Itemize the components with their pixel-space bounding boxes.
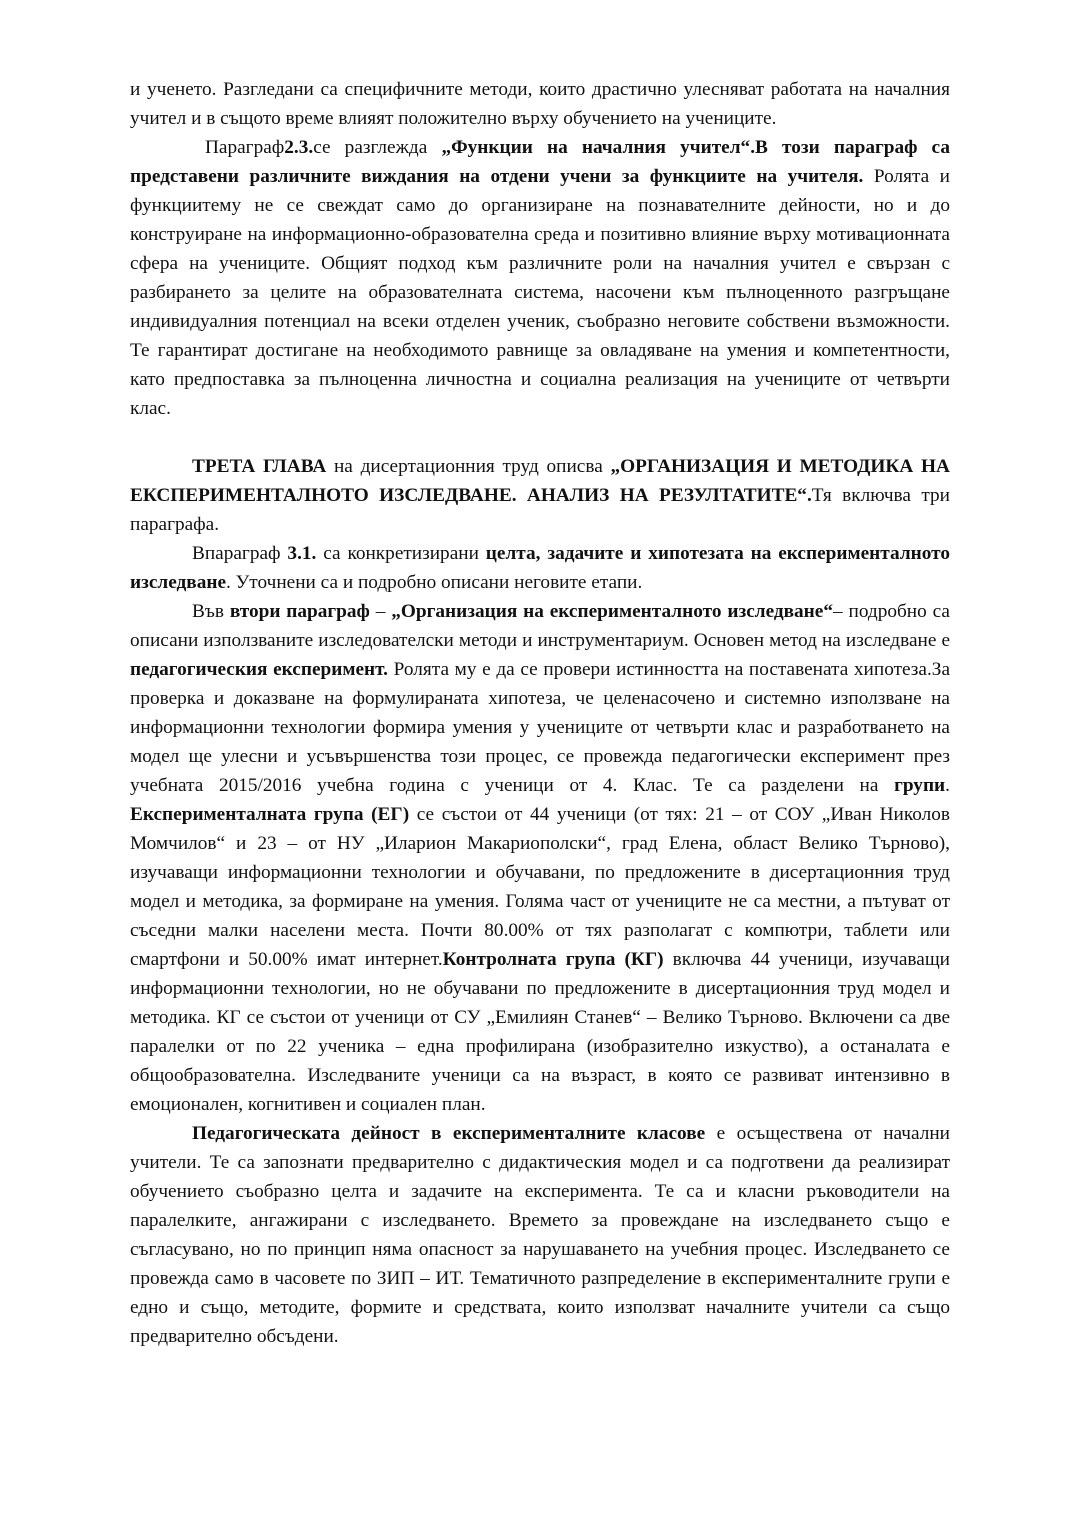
emphasis-text: втори параграф <box>229 601 370 622</box>
text-run: включва 44 ученици, изучаващи информационни технологии, но не обучавани по предложените в дисертационния труд модел и методика. КГ се състои от ученици от СУ „Емилиян Станев“ – Велико Търново. Включени са две паралелки от по 22 ученика – една профилирана (изобразително изкуство), а останалата е общообразователна. Изследваните ученици са на възраст, в която се развиват интензивно в емоционален, когнитивен и социален план. <box>130 949 951 1115</box>
paragraph-text: и ученето. Разгледани са специфичните методи, които драстично улесняват работата на началния учител и в същото време влияят положително върху обучението на учениците. <box>130 79 950 129</box>
text-run: – подробно са описани използваните изследователски методи и инструментариум. Основен метод на изследване е <box>130 601 950 651</box>
text-run: Във <box>192 601 230 622</box>
paragraph-spacer <box>130 423 950 452</box>
text-run: са конкретизирани <box>316 543 486 564</box>
section-title: „Организация на експерименталното изследване“ <box>391 601 833 622</box>
text-run: Тя включва три параграфа. <box>130 485 950 535</box>
text-run: е осъществена от начални учители. Те са запознати предварително с дидактическия модел и са подготвени да реализират обучението съобразно целта и задачите на експеримента. Те са и класни ръководители на паралелките, ангажирани с изследването. Времето за провеждане на изследването също е съгласувано, но по принцип няма опасност за нарушаването на учебния процес. Изследването се провежда само в часовете по ЗИП – ИТ. Тематичното разпределение в експерименталните групи е едно и също, методите, формите и средствата, които използват началните учители са също предварително обсъдени. <box>130 1123 950 1347</box>
chapter-label: ТРЕТА ГЛАВА <box>192 456 327 477</box>
text-run: Впараграф <box>192 543 288 564</box>
chapter-title: „ОРГАНИЗАЦИЯ И МЕТОДИКА НА ЕКСПЕРИМЕНТАЛНОТО ИЗСЛЕДВАНЕ. АНАЛИЗ НА РЕЗУЛТАТИТЕ“. <box>130 456 950 506</box>
section-number: 3.1. <box>287 543 317 564</box>
paragraph-teacher-functions <box>130 133 950 423</box>
text-run: . Уточнени са и подробно описани неговите етапи. <box>226 572 643 593</box>
paragraph-experiment-organization <box>130 597 950 1119</box>
section-title: „Функции на началния учител“.В този параграф са представени различните виждания на отдени учени за функциите на учителя. <box>130 137 950 187</box>
text-run: . <box>945 775 950 796</box>
text-run: Ролята и функциитему не се свеждат само до организиране на познавателните дейности, но и до конструиране на информационно-образователна среда и позитивно влияние върху мотивационната сфера на учениците. Общият подход към различните роли на началния учител е свързан с разбирането за целите на образователната система, насочени към пълноценното разгръщане индивидуалния потенциал на всеки отделен ученик, съобразно неговите собствени възможности. Те гарантират достигане на необходимото равнище за овладяване на умения и компетентности, като предпоставка за пълноценна личностна и социална реализация на учениците от четвърти клас. <box>130 166 950 419</box>
paragraph-learning-methods <box>130 75 950 133</box>
text-run: на дисертационния труд описва <box>326 456 611 477</box>
text-run: – <box>369 601 392 622</box>
paragraph-section-3-1 <box>130 539 950 597</box>
section-number: 2.3. <box>284 137 314 158</box>
paragraph-chapter-three <box>130 452 950 539</box>
emphasis-text: целта, задачите и хипотезата на експерименталното изследване <box>130 543 950 593</box>
emphasis-text: педагогическия експеримент. <box>130 659 389 680</box>
text-run: се разглежда <box>313 137 442 158</box>
emphasis-text: Контролната група (КГ) <box>442 949 664 970</box>
emphasis-text: групи <box>894 775 946 796</box>
emphasis-text: Педагогическата дейност в експерименталните класове <box>192 1123 706 1144</box>
paragraph-pedagogical-activity <box>130 1119 950 1351</box>
emphasis-text: Експерименталната група (ЕГ) <box>130 804 410 825</box>
document-page <box>130 75 950 1351</box>
text-run: Ролята му е да се провери истинността на поставената хипотеза.За проверка и доказване на формулираната хипотеза, че целенасочено и системно използване на информационни технологии формира умения у учениците от четвърти клас и разработването на модел ще улесни и усъвършенства този процес, се провежда педагогически експеримент през учебната 2015/2016 учебна година с ученици от 4. Клас. Те са разделени на <box>130 659 951 796</box>
text-run: се състои от 44 ученици (от тях: 21 – от СОУ „Иван Николов Момчилов“ и 23 – от НУ „Иларион Макариополски“, град Елена, област Велико Търново), изучаващи информационни технологии и обучавани, по предложените в дисертационния труд модел и методика, за формиране на умения. Голяма част от учениците не са местни, а пътуват от съседни малки населени места. Почти 80.00% от тях разполагат с компютри, таблети или смартфони и 50.00% имат интернет. <box>130 804 950 970</box>
text-run: Параграф <box>205 137 285 158</box>
